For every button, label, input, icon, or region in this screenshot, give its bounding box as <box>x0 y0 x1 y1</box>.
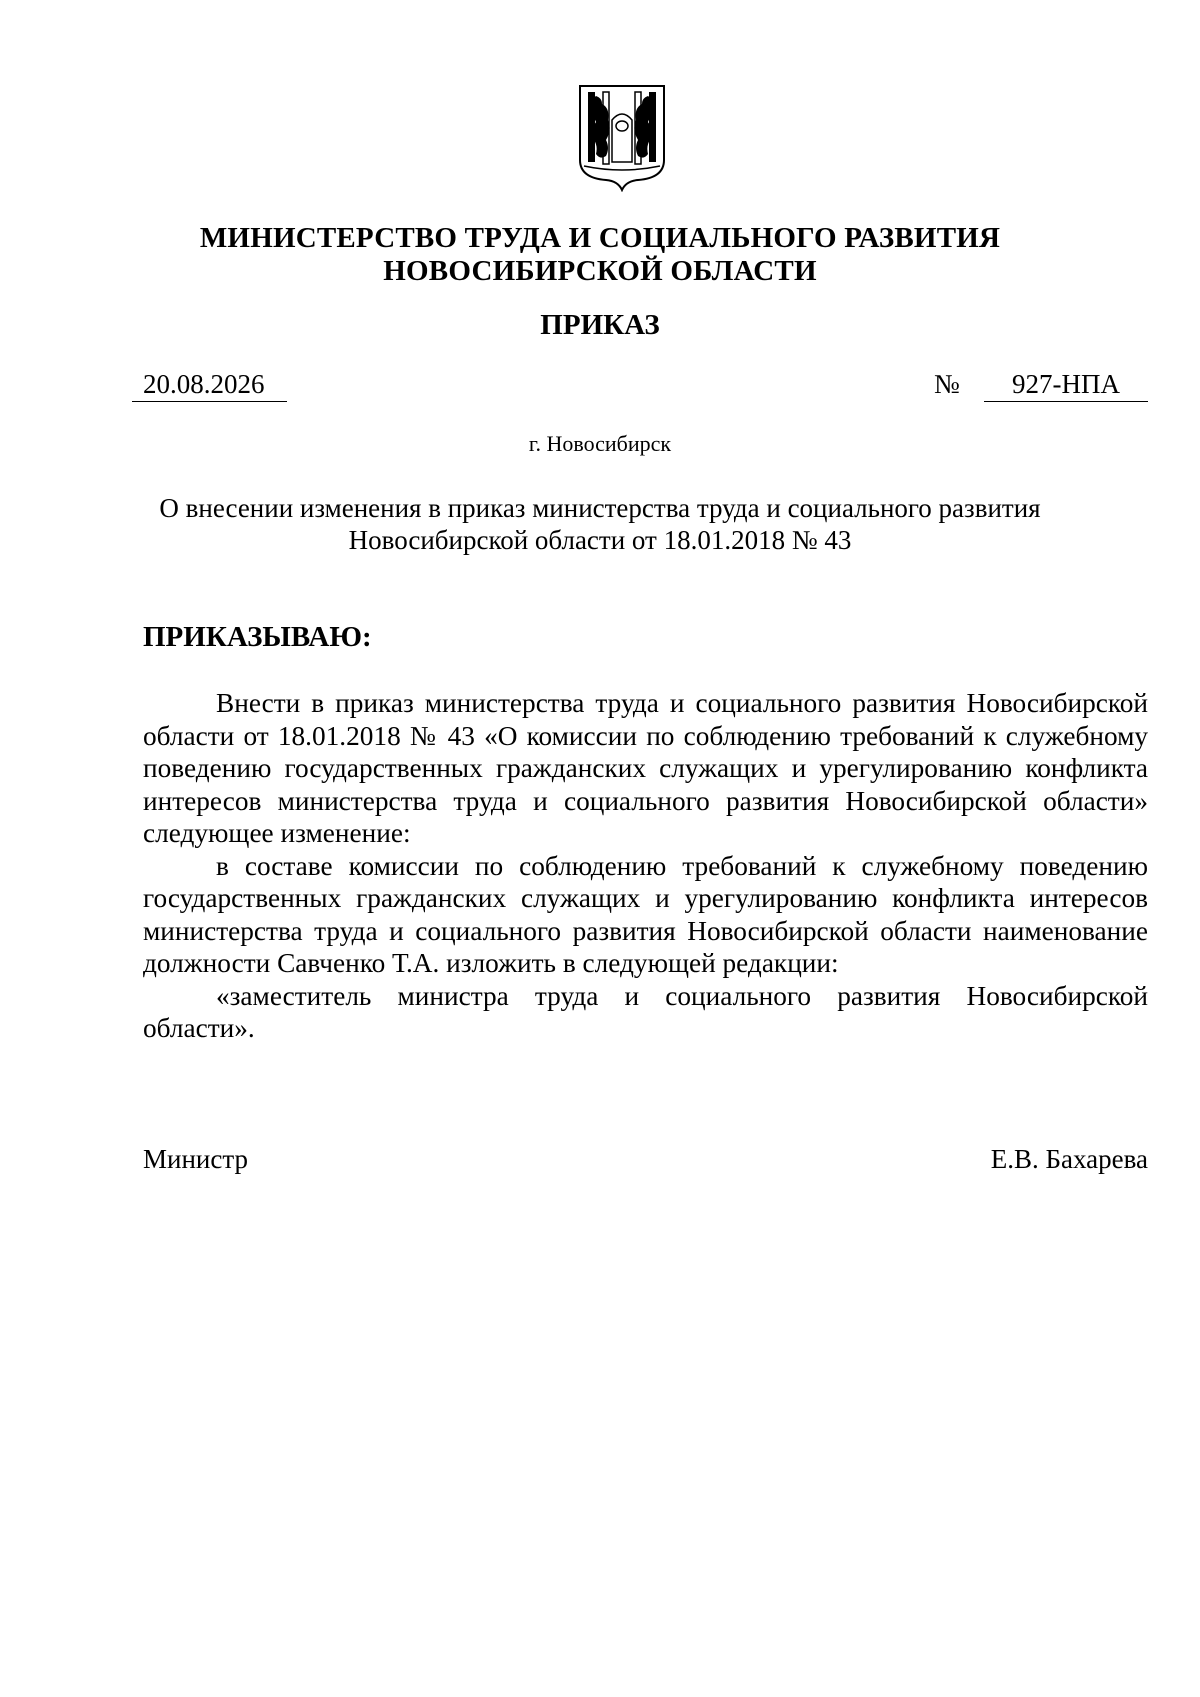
signatory-position: Министр <box>143 1144 248 1174</box>
document-number: 927-НПА <box>984 367 1148 402</box>
organization-title-line2: НОВОСИБИРСКОЙ ОБЛАСТИ <box>383 255 817 287</box>
subject-line1: О внесении изменения в приказ министерства труда и социального развития <box>159 493 1041 523</box>
document-type: ПРИКАЗ <box>540 309 660 341</box>
document-subject <box>150 492 1050 556</box>
organization-title <box>150 222 1050 288</box>
body-paragraph: Внести в приказ министерства труда и социального развития Новосибирской области от 18.01.2018 № 43 «О комиссии по соблюдению требований к служебному поведению государственных гражданских служащих и урегулированию конфликта интересов министерства труда и социального развития Новосибирской области» следующее изменение: <box>143 688 1148 848</box>
signatory-name: Е.В. Бахарева <box>990 1144 1148 1174</box>
document-date-field <box>132 367 287 402</box>
body-paragraph: в составе комиссии по соблюдению требований к служебному поведению государственных гражданских служащих и урегулированию конфликта интересов министерства труда и социального развития Новосибирской области наименование должности Савченко Т.А. изложить в следующей редакции: <box>143 850 1148 978</box>
document-body <box>143 687 1148 1045</box>
document-date: 20.08.2026 <box>143 369 265 399</box>
organization-title-line1: МИНИСТЕРСТВО ТРУДА И СОЦИАЛЬНОГО РАЗВИТИЯ <box>199 222 1001 254</box>
body-paragraph: «заместитель министра труда и социального развития Новосибирской области». <box>143 980 1148 1043</box>
number-sign: № <box>934 369 960 399</box>
city: г. Новосибирск <box>528 431 672 456</box>
order-heading: ПРИКАЗЫВАЮ: <box>143 621 372 653</box>
coat-of-arms-icon <box>576 82 668 192</box>
subject-line2: Новосибирской области от 18.01.2018 № 43 <box>348 525 852 555</box>
